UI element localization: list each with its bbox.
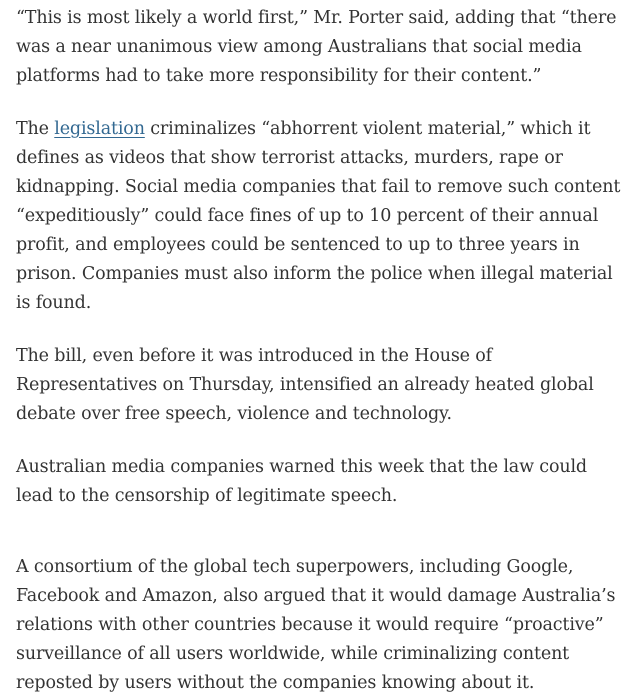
paragraph-tech-consortium: A consortium of the global tech superpowers, including Google, Facebook and Amazon, also argued that it would damage Australia’s relations with other countries because it would require “proactive” surveillance of all users worldwide, while criminalizing content reposted by users without the companies knowing about it. bbox=[16, 557, 616, 693]
paragraph-legislation-lead: The bbox=[16, 119, 55, 139]
legislation-link[interactable]: legislation bbox=[54, 119, 145, 139]
paragraph-porter-quote: “This is most likely a world first,” Mr. Porter said, adding that “there was a near unanimous view among Australians that social media platforms had to take more responsibility for their content.” bbox=[16, 8, 617, 86]
article-body bbox=[16, 4, 626, 698]
paragraph-media-warning: Australian media companies warned this week that the law could lead to the censorship of legitimate speech. bbox=[16, 457, 587, 506]
paragraph-legislation bbox=[16, 115, 626, 318]
paragraph-legislation-rest: criminalizes “abhorrent violent material,” which it defines as videos that show terrorist attacks, murders, rape or kidnapping. Social media companies that fail to remove such content “expeditiously” could face fines of up to 10 percent of their annual profit, and employees could be sentenced to up to three years in prison. Companies must also inform the police when illegal material is found. bbox=[16, 119, 621, 313]
paragraph-bill-debate: The bill, even before it was introduced in the House of Representatives on Thursday, intensified an already heated global debate over free speech, violence and technology. bbox=[16, 346, 594, 424]
